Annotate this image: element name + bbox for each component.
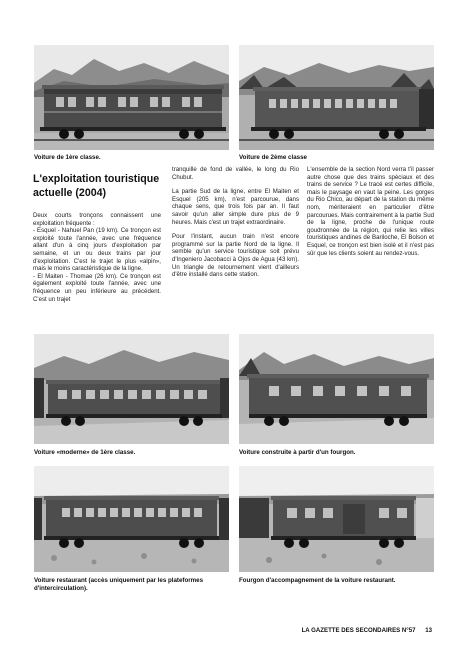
caption-restaurant-coach: Voiture restaurant (accès uniquement par les plateformes d'intercirculation). <box>34 577 204 592</box>
photo-first-class-coach <box>34 45 229 150</box>
caption-modern-first-class: Voiture «moderne» de 1ère classe. <box>34 449 136 456</box>
photo-restaurant-coach <box>34 466 229 572</box>
paragraph: Pour l'instant, aucun train n'est encore programmé sur la partie Nord de la ligne. Il semble qu'un service touristique soit prévu d'Ingeniero Jacobacci à Ojos de Agua (43 km). Un triangle de retournement vient d'ailleurs d'être installé dans cette station. <box>172 233 299 279</box>
photo-second-class-coach <box>239 45 434 150</box>
page-number: 13 <box>425 627 432 634</box>
text-column-2 <box>172 166 299 286</box>
text-column-1 <box>33 212 161 310</box>
photo-modern-first-class-coach <box>34 334 229 444</box>
paragraph: L'ensemble de la section Nord verra t'il passer autre chose que des trains spéciaux et des trains de service ? Le tracé est certes difficile, mais le paysage en vaut la peine. Les gorges du Rio Chico, au départ de la station du même nom, mériteraient en particulier d'être parcourues. Mais contrairement à la partie Sud de la ligne, proche de l'unique route goudronnée de la région, qui relie les villes touristiques andines de Bariloche, El Bolson et Esquel, ce tronçon est bien isolé et il n'est pas sûr que les clients soient au rendez-vous. <box>307 166 434 257</box>
magazine-title: LA GAZETTE DES SECONDAIRES N°57 <box>301 627 416 634</box>
article-heading: L'exploitation touristique actuelle (2004) <box>33 173 160 199</box>
caption-second-class: Voiture de 2ème classe <box>239 154 307 161</box>
caption-first-class: Voiture de 1ère classe. <box>34 154 101 161</box>
paragraph: Deux courts tronçons connaissent une exploitation fréquente : - Esquel - Nahuel Pan (19 km). Ce tronçon est exploité toute l'année, avec une fréquence allant d'un à cinq jours d'exploitation par semaine, et un ou deux trains par jour d'exploitation. C'est le trajet le plus «alpin», mais le moins caractéristique de la ligne. - El Maiten - Thomae (26 km). Ce tronçon est également exploité toute l'année, avec une fréquence un peu inférieure au précédent. C'est un trajet <box>33 212 161 303</box>
text-column-3 <box>307 166 434 264</box>
paragraph: tranquille de fond de vallée, le long du Rio Chubut. <box>172 166 299 181</box>
photo-fourgon <box>239 466 434 572</box>
photo-coach-from-fourgon <box>239 334 434 444</box>
caption-fourgon: Fourgon d'accompagnement de la voiture restaurant. <box>239 577 396 584</box>
paragraph: La partie Sud de la ligne, entre El Maiten et Esquel (205 km), n'est parcourue, dans chaque sens, que trois fois par an. Il faut savoir qu'un aller simple dure plus de 9 heures. Mais c'est un trajet extraordinaire. <box>172 188 299 226</box>
page-footer <box>302 627 432 634</box>
caption-coach-from-fourgon: Voiture construite à partir d'un fourgon. <box>239 449 356 456</box>
